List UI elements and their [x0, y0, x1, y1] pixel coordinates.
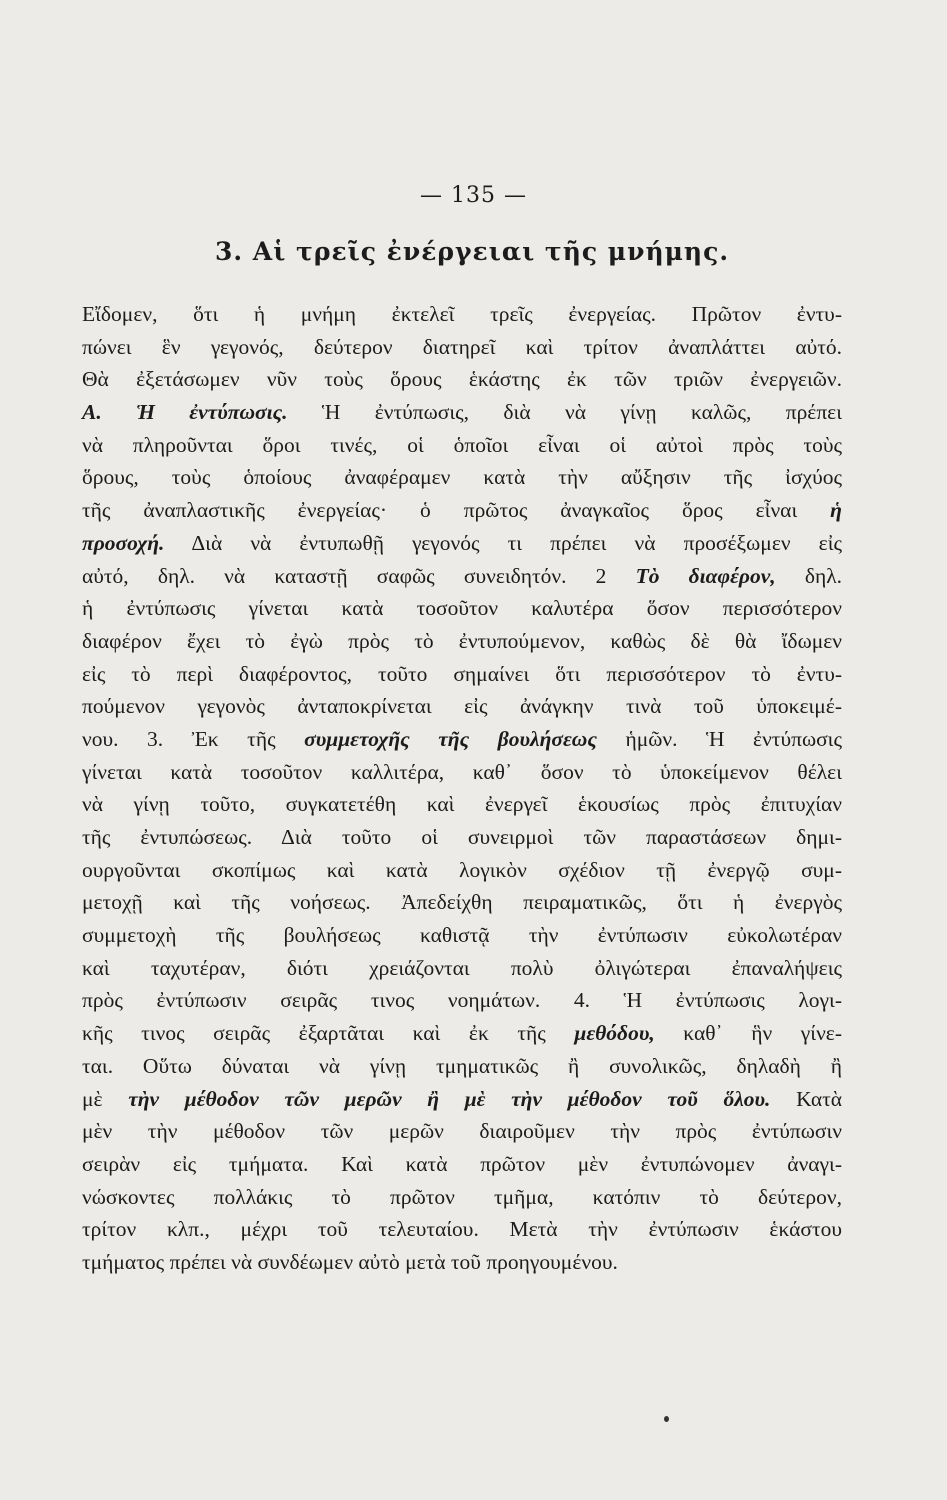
text-line — [82, 690, 842, 723]
emphasis-text: Τὸ διαφέρον, — [606, 563, 776, 588]
line-text: νώσκοντες πολλάκις τὸ πρῶτον τμῆμα, κατόπιν τὸ δεύτερον, — [82, 1184, 842, 1209]
text-line — [82, 1181, 842, 1214]
line-text: πούμενον γεγονὸς ἀνταποκρίνεται εἰς ἀνάγκην τινὰ τοῦ ὑποκειμέ- — [82, 694, 842, 719]
line-text: νου. 3. Ἐκ τῆς — [82, 726, 276, 751]
line-text: μετοχῇ καὶ τῆς νοήσεως. Ἀπεδείχθη πειραματικῶς, ὅτι ἡ ἐνεργὸς — [82, 890, 842, 915]
emphasis-text: συμμετοχῆς τῆς βουλήσεως — [275, 726, 597, 751]
ink-speck — [664, 1416, 669, 1422]
line-text: τῆς ἀναπλαστικῆς ἐνεργείας· ὁ πρῶτος ἀναγκαῖος ὅρος εἶναι — [82, 498, 798, 523]
text-line — [82, 1246, 842, 1279]
text-line — [82, 461, 842, 494]
line-text: καθ᾽ ἣν γίνε- — [654, 1021, 842, 1046]
line-text: διαφέρον ἔχει τὸ ἐγὼ πρὸς τὸ ἐντυπούμενον, καθὼς δὲ θὰ ἴδωμεν — [82, 628, 842, 653]
line-text: τρίτον κλπ., μέχρι τοῦ τελευταίου. Μετὰ τὴν ἐντύπωσιν ἑκάστου — [82, 1217, 842, 1242]
text-line — [82, 919, 842, 952]
text-line — [82, 1115, 842, 1148]
line-text: ται. Οὕτω δύναται νὰ γίνῃ τμηματικῶς ἢ συνολικῶς, δηλαδὴ ἢ — [82, 1053, 842, 1078]
line-text: εἰς τὸ περὶ διαφέροντος, τοῦτο σημαίνει ὅτι περισσότερον τὸ ἐντυ- — [82, 661, 842, 686]
line-text: πρὸς ἐντύπωσιν σειρᾶς τινος νοημάτων. 4. Ἡ ἐντύπωσις λογι- — [82, 988, 842, 1013]
text-line — [82, 1148, 842, 1181]
text-line — [82, 1083, 842, 1116]
line-text: ἡ ἐντύπωσις γίνεται κατὰ τοσοῦτον καλυτέρα ὅσον περισσότερον — [82, 596, 842, 621]
emphasis-text: Α. Ἡ ἐντύπωσις. — [82, 400, 288, 425]
line-text: συμμετοχὴ τῆς βουλήσεως καθιστᾷ τὴν ἐντύπωσιν εὐκολωτέραν — [82, 923, 842, 948]
section-heading: 3. Αἱ τρεῖς ἐνέργειαι τῆς μνήμης. — [215, 237, 730, 266]
emphasis-text: προσοχή. — [82, 530, 165, 555]
line-text: Κατὰ — [770, 1086, 842, 1111]
text-line — [82, 396, 842, 429]
body-text — [82, 298, 842, 1279]
text-line — [82, 1213, 842, 1246]
line-text: σειρὰν εἰς τμήματα. Καὶ κατὰ πρῶτον μὲν ἐντυπώνομεν ἀναγι- — [82, 1151, 842, 1176]
text-line — [82, 952, 842, 985]
line-text: ἡμῶν. Ἡ ἐντύπωσις — [596, 726, 842, 751]
text-line — [82, 984, 842, 1017]
text-line — [82, 363, 842, 396]
line-text: ουργοῦνται σκοπίμως καὶ κατὰ λογικὸν σχέδιον τῇ ἐνεργῷ συμ- — [82, 857, 842, 882]
text-line — [82, 331, 842, 364]
line-text: νὰ πληροῦνται ὅροι τινές, οἱ ὁποῖοι εἶναι οἱ αὐτοὶ πρὸς τοὺς — [82, 432, 842, 457]
line-text: Εἴδομεν, ὅτι ἡ μνήμη ἐκτελεῖ τρεῖς ἐνεργείας. Πρῶτον ἐντυ- — [82, 302, 842, 326]
line-text: μὲν τὴν μέθοδον τῶν μερῶν διαιροῦμεν τὴν πρὸς ἐντύπωσιν — [82, 1119, 842, 1144]
emphasis-text: τὴν μέθοδον τῶν μερῶν ἢ μὲ τὴν μέθοδον τοῦ ὅλου. — [102, 1086, 771, 1111]
line-text: δηλ. — [775, 563, 842, 588]
line-text: Θὰ ἐξετάσωμεν νῦν τοὺς ὅρους ἑκάστης ἐκ τῶν τριῶν ἐνεργειῶν. — [82, 367, 842, 392]
text-line — [82, 723, 842, 756]
text-line — [82, 1050, 842, 1083]
line-text: καὶ ταχυτέραν, διότι χρειάζονται πολὺ ὀλιγώτεραι ἐπαναλήψεις — [82, 955, 842, 980]
text-line — [82, 527, 842, 560]
text-line — [82, 854, 842, 887]
text-line — [82, 429, 842, 462]
text-line — [82, 886, 842, 919]
line-text: τμήματος πρέπει νὰ συνδέωμεν αὐτὸ μετὰ τοῦ προηγουμένου. — [82, 1249, 618, 1274]
line-text: αὐτό, δηλ. νὰ καταστῇ σαφῶς συνειδητόν. 2 — [82, 563, 607, 588]
text-line — [82, 494, 842, 527]
text-line — [82, 592, 842, 625]
emphasis-text: μεθόδου, — [545, 1021, 655, 1046]
line-text: νὰ γίνῃ τοῦτο, συγκατετέθη καὶ ἐνεργεῖ ἑκουσίως πρὸς ἐπιτυχίαν — [82, 792, 842, 817]
text-line — [82, 625, 842, 658]
text-line — [82, 298, 842, 331]
text-line — [82, 756, 842, 789]
line-text: κῆς τινος σειρᾶς ἐξαρτᾶται καὶ ἐκ τῆς — [82, 1021, 546, 1046]
page-number: — 135 — — [420, 183, 527, 208]
line-text: τῆς ἐντυπώσεως. Διὰ τοῦτο οἱ συνειρμοὶ τῶν παραστάσεων δημι- — [82, 825, 842, 849]
line-text: γίνεται κατὰ τοσοῦτον καλλιτέρα, καθ᾽ ὅσον τὸ ὑποκείμενον θέλει — [82, 759, 842, 784]
line-text: μὲ — [82, 1086, 103, 1111]
text-line — [82, 1017, 842, 1050]
line-text: ὅρους, τοὺς ὁποίους ἀναφέραμεν κατὰ τὴν αὔξησιν τῆς ἰσχύος — [82, 465, 842, 490]
text-line — [82, 821, 842, 854]
text-line — [82, 788, 842, 821]
line-text: πώνει ἓν γεγονός, δεύτερον διατηρεῖ καὶ τρίτον ἀναπλάττει αὐτό. — [82, 334, 842, 359]
line-text: Ἡ ἐντύπωσις, διὰ νὰ γίνῃ καλῶς, πρέπει — [287, 400, 842, 425]
text-line — [82, 658, 842, 691]
line-text: Διὰ νὰ ἐντυπωθῇ γεγονός τι πρέπει νὰ προσέξωμεν εἰς — [164, 530, 842, 555]
text-line — [82, 560, 842, 593]
emphasis-text: ἡ — [797, 498, 842, 523]
